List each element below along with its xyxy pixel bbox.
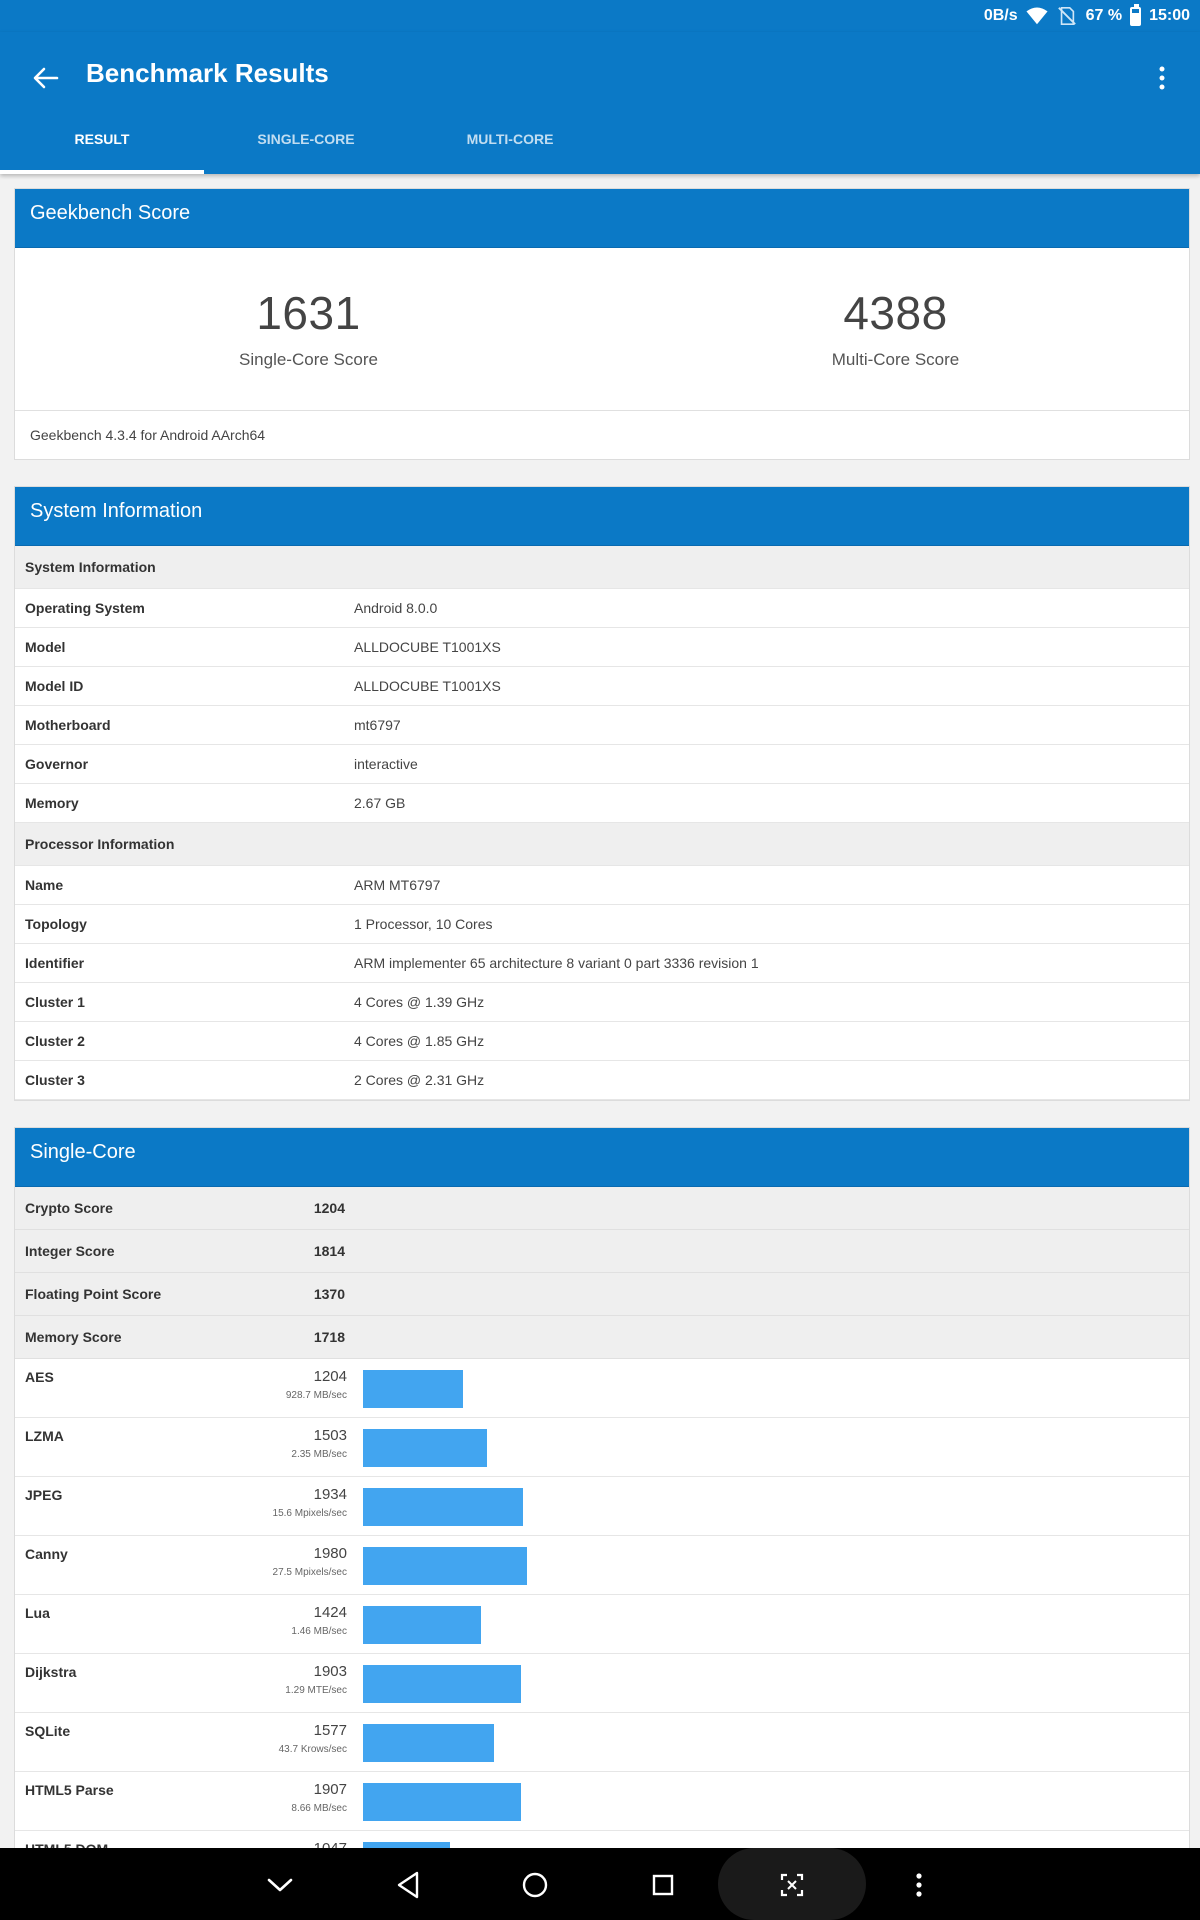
summary-label: Floating Point Score bbox=[25, 1286, 162, 1302]
benchmark-throughput: 15.6 Mpixels/sec bbox=[272, 1508, 347, 1519]
benchmark-bar bbox=[363, 1488, 523, 1526]
more-vert-icon bbox=[1138, 54, 1186, 102]
info-key: Cluster 2 bbox=[25, 1033, 85, 1049]
info-value: ARM MT6797 bbox=[354, 877, 441, 893]
summary-label: Crypto Score bbox=[25, 1200, 113, 1216]
info-value: mt6797 bbox=[354, 717, 401, 733]
benchmark-bar bbox=[363, 1370, 463, 1408]
info-key: Model bbox=[25, 639, 66, 655]
benchmark-name: Lua bbox=[25, 1605, 50, 1621]
nav-back-button[interactable] bbox=[383, 1860, 433, 1910]
info-row bbox=[15, 667, 1189, 706]
benchmark-score: 1907 bbox=[313, 1781, 347, 1798]
card-header: Geekbench Score bbox=[15, 189, 1189, 248]
info-key: Identifier bbox=[25, 955, 85, 971]
version-text: Geekbench 4.3.4 for Android AArch64 bbox=[30, 427, 266, 443]
nav-recents-button[interactable] bbox=[638, 1860, 688, 1910]
benchmark-bar bbox=[363, 1783, 521, 1821]
navigation-bar bbox=[0, 1848, 1200, 1920]
benchmark-name: SQLite bbox=[25, 1723, 71, 1739]
benchmark-row bbox=[15, 1654, 1189, 1713]
benchmark-bar bbox=[363, 1665, 521, 1703]
info-row bbox=[15, 983, 1189, 1022]
benchmark-throughput: 928.7 MB/sec bbox=[285, 1390, 347, 1401]
benchmark-score: 1204 bbox=[313, 1368, 347, 1385]
benchmark-row bbox=[15, 1595, 1189, 1654]
back-button[interactable] bbox=[22, 54, 70, 102]
benchmark-throughput: 27.5 Mpixels/sec bbox=[272, 1567, 347, 1578]
geekbench-score-card bbox=[14, 188, 1190, 460]
benchmark-score: 1577 bbox=[313, 1722, 347, 1739]
score-summary-row bbox=[15, 1273, 1189, 1316]
score-label: Multi-Core Score bbox=[831, 350, 960, 369]
benchmark-bar bbox=[363, 1429, 487, 1467]
benchmark-score: 1903 bbox=[313, 1663, 347, 1680]
score-summary-row bbox=[15, 1316, 1189, 1359]
info-value: ARM implementer 65 architecture 8 variant 0 part 3336 revision 1 bbox=[354, 955, 759, 971]
section-header bbox=[15, 546, 1189, 589]
chevron-down-icon bbox=[263, 1868, 297, 1902]
nav-more-button[interactable] bbox=[894, 1860, 944, 1910]
summary-score: 1718 bbox=[313, 1329, 345, 1345]
app-bar bbox=[0, 32, 1200, 174]
card-header: System Information bbox=[15, 487, 1189, 546]
info-row bbox=[15, 866, 1189, 905]
benchmark-name: HTML5 Parse bbox=[25, 1782, 114, 1798]
page-title: Benchmark Results bbox=[86, 58, 329, 88]
score-label: Single-Core Score bbox=[239, 350, 378, 369]
score-summary-row bbox=[15, 1230, 1189, 1273]
info-row bbox=[15, 944, 1189, 983]
benchmark-name: Dijkstra bbox=[25, 1664, 77, 1680]
no-sim-icon bbox=[1056, 6, 1078, 26]
summary-score: 1204 bbox=[313, 1200, 345, 1216]
score-value: 4388 bbox=[843, 287, 948, 339]
tab-bar bbox=[0, 110, 612, 174]
info-key: Governor bbox=[25, 756, 89, 772]
benchmark-bar bbox=[363, 1724, 494, 1762]
section-title: System Information bbox=[25, 559, 156, 575]
info-key: Cluster 1 bbox=[25, 994, 85, 1010]
battery-icon bbox=[1130, 7, 1141, 26]
info-value: 2.67 GB bbox=[354, 795, 406, 811]
summary-score: 1370 bbox=[313, 1286, 345, 1302]
status-bar bbox=[0, 0, 1200, 32]
summary-score: 1814 bbox=[313, 1243, 345, 1259]
benchmark-row bbox=[15, 1772, 1189, 1831]
benchmark-score: 1934 bbox=[313, 1486, 347, 1503]
info-key: Motherboard bbox=[25, 717, 111, 733]
benchmark-score: 1424 bbox=[313, 1604, 347, 1621]
benchmark-row bbox=[15, 1359, 1189, 1418]
info-row bbox=[15, 745, 1189, 784]
summary-label: Integer Score bbox=[25, 1243, 115, 1259]
overflow-menu-button[interactable] bbox=[1138, 54, 1186, 102]
benchmark-bar bbox=[363, 1547, 527, 1585]
card-header: Single-Core bbox=[15, 1128, 1189, 1187]
info-row bbox=[15, 589, 1189, 628]
triangle-back-icon bbox=[391, 1868, 425, 1902]
circle-home-icon bbox=[518, 1868, 552, 1902]
info-row bbox=[15, 784, 1189, 823]
benchmark-throughput: 8.66 MB/sec bbox=[291, 1803, 347, 1814]
multi-core-score bbox=[602, 248, 1189, 410]
info-value: ALLDOCUBE T1001XS bbox=[354, 678, 501, 694]
info-value: 4 Cores @ 1.85 GHz bbox=[354, 1033, 485, 1049]
info-value: 2 Cores @ 2.31 GHz bbox=[354, 1072, 485, 1088]
info-value: 1 Processor, 10 Cores bbox=[354, 916, 493, 932]
info-row bbox=[15, 706, 1189, 745]
info-row bbox=[15, 905, 1189, 944]
benchmark-bar bbox=[363, 1606, 481, 1644]
info-key: Operating System bbox=[25, 600, 145, 616]
benchmark-row bbox=[15, 1536, 1189, 1595]
info-key: Topology bbox=[25, 916, 87, 932]
square-recents-icon bbox=[646, 1868, 680, 1902]
info-row bbox=[15, 1061, 1189, 1100]
info-value: ALLDOCUBE T1001XS bbox=[354, 639, 501, 655]
benchmark-throughput: 43.7 Krows/sec bbox=[278, 1744, 347, 1755]
info-row bbox=[15, 1022, 1189, 1061]
tab-result[interactable]: RESULT bbox=[0, 110, 204, 174]
nav-screenshot-button[interactable] bbox=[767, 1860, 817, 1910]
benchmark-name: JPEG bbox=[25, 1487, 63, 1503]
clock: 15:00 bbox=[1149, 7, 1190, 24]
arrow-back-icon bbox=[22, 54, 70, 102]
net-speed: 0B/s bbox=[983, 7, 1018, 24]
benchmark-score: 1980 bbox=[313, 1545, 347, 1562]
benchmark-name: Canny bbox=[25, 1546, 68, 1562]
info-key: Memory bbox=[25, 795, 79, 811]
benchmark-name: LZMA bbox=[25, 1428, 64, 1444]
hide-nav-button[interactable] bbox=[255, 1860, 305, 1910]
benchmark-row bbox=[15, 1477, 1189, 1536]
benchmark-name: AES bbox=[25, 1369, 54, 1385]
benchmark-throughput: 1.46 MB/sec bbox=[291, 1626, 347, 1637]
info-value: interactive bbox=[354, 756, 418, 772]
benchmark-row bbox=[15, 1713, 1189, 1772]
benchmark-throughput: 1.29 MTE/sec bbox=[285, 1685, 347, 1696]
screenshot-icon bbox=[775, 1868, 809, 1902]
section-title: Processor Information bbox=[25, 836, 175, 852]
info-key: Model ID bbox=[25, 678, 84, 694]
system-info-card bbox=[14, 486, 1190, 1101]
info-key: Name bbox=[25, 877, 64, 893]
tab-multi-core[interactable]: MULTI-CORE bbox=[466, 131, 554, 147]
info-row bbox=[15, 628, 1189, 667]
single-core-card bbox=[14, 1127, 1190, 1891]
benchmark-score: 1503 bbox=[313, 1427, 347, 1444]
battery-percent: 67 % bbox=[1085, 7, 1123, 24]
results-content bbox=[14, 188, 1190, 1917]
benchmark-throughput: 2.35 MB/sec bbox=[291, 1449, 347, 1460]
tab-single-core[interactable]: SINGLE-CORE bbox=[257, 131, 355, 147]
benchmark-row bbox=[15, 1418, 1189, 1477]
more-vert-icon bbox=[902, 1868, 936, 1902]
score-summary-row bbox=[15, 1187, 1189, 1230]
nav-home-button[interactable] bbox=[510, 1860, 560, 1910]
summary-label: Memory Score bbox=[25, 1329, 122, 1345]
info-key: Cluster 3 bbox=[25, 1072, 85, 1088]
section-header bbox=[15, 823, 1189, 866]
wifi-icon bbox=[1026, 6, 1048, 26]
info-value: 4 Cores @ 1.39 GHz bbox=[354, 994, 485, 1010]
score-value: 1631 bbox=[256, 287, 361, 339]
single-core-score bbox=[15, 248, 602, 410]
info-value: Android 8.0.0 bbox=[354, 600, 438, 616]
